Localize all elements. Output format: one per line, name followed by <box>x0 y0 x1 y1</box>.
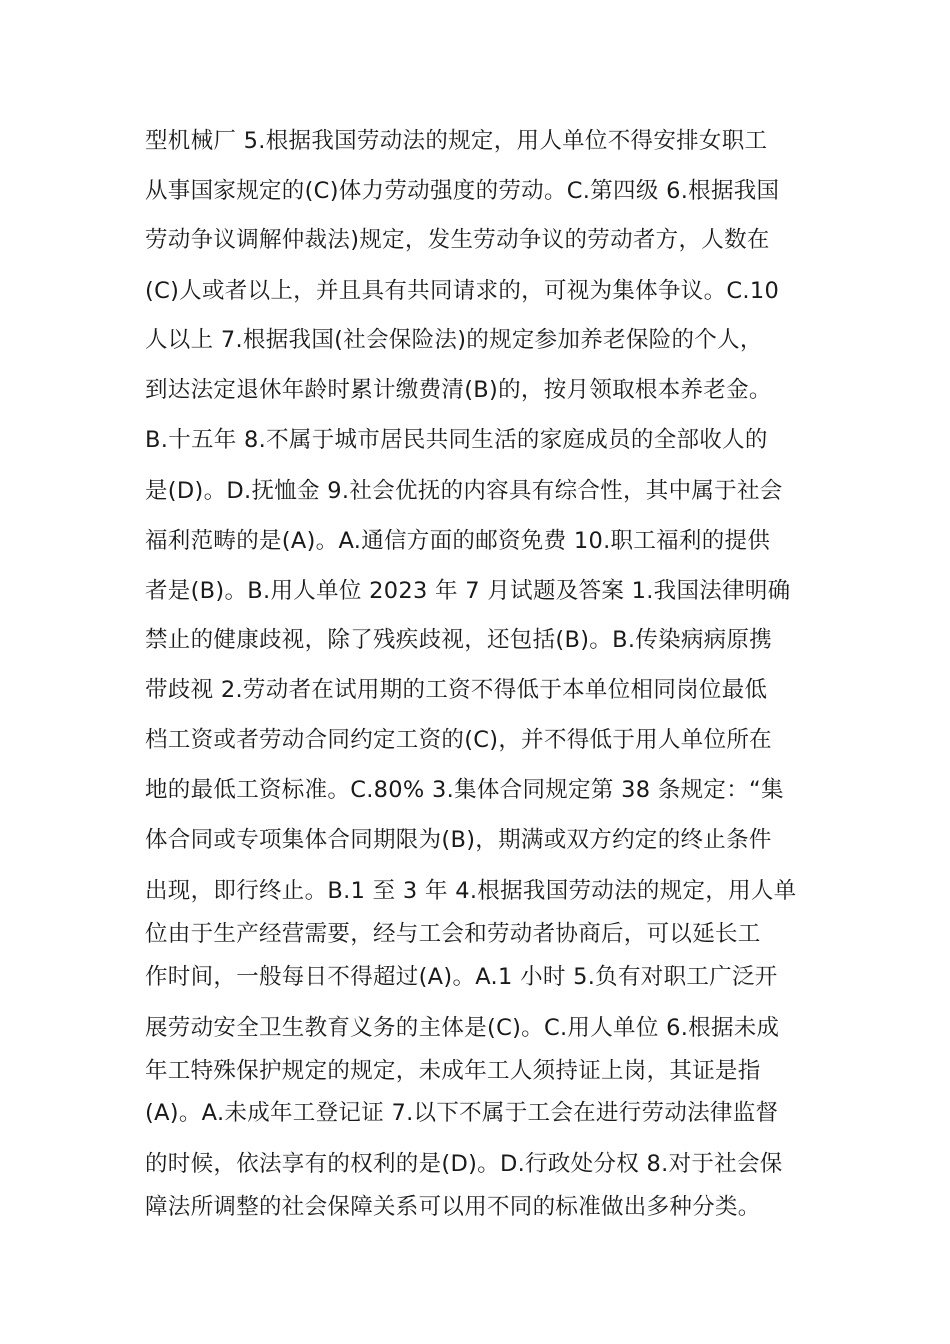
text-line: 年工特殊保护规定的规定，未成年工人须持证上岗，其证是指 <box>145 1058 761 1084</box>
text-line: 禁止的健康歧视，除了残疾歧视，还包括(B)。B.传染病病原携 <box>145 627 773 653</box>
text-line: 出现，即行终止。B.1 至 3 年 4.根据我国劳动法的规定，用人单 <box>145 878 797 904</box>
text-line: 到达法定退休年龄时累计缴费清(B)的，按月领取根本养老金。 <box>145 377 772 403</box>
text-line: 障法所调整的社会保障关系可以用不同的标准做出多种分类。 <box>145 1194 761 1220</box>
text-line: (C)人或者以上，并且具有共同请求的，可视为集体争议。C.10 <box>145 278 780 304</box>
text-line: 劳动争议调解仲裁法)规定，发生劳动争议的劳动者方，人数在 <box>145 227 770 253</box>
text-line: 的时候，依法享有的权利的是(D)。D.行政处分权 8.对于社会保 <box>145 1151 783 1177</box>
text-line: 作时间，一般每日不得超过(A)。A.1 小时 5.负有对职工广泛开 <box>145 964 778 990</box>
text-line: 体合同或专项集体合同期限为(B)，期满或双方约定的终止条件 <box>145 827 772 853</box>
text-line: 福利范畴的是(A)。A.通信方面的邮资免费 10.职工福利的提供 <box>145 528 771 554</box>
text-line: 者是(B)。B.用人单位 2023 年 7 月试题及答案 1.我国法律明确 <box>145 578 791 604</box>
text-line: 带歧视 2.劳动者在试用期的工资不得低于本单位相同岗位最低 <box>145 677 768 703</box>
text-line: 展劳动安全卫生教育义务的主体是(C)。C.用人单位 6.根据未成 <box>145 1015 780 1041</box>
text-line: 位由于生产经营需要，经与工会和劳动者协商后，可以延长工 <box>145 921 761 947</box>
text-line: (A)。A.未成年工登记证 7.以下不属于工会在进行劳动法律监督 <box>145 1100 779 1126</box>
text-line: 地的最低工资标准。C.80% 3.集体合同规定第 38 条规定：“集 <box>145 777 784 803</box>
text-line: 型机械厂 5.根据我国劳动法的规定，用人单位不得安排女职工 <box>145 128 768 154</box>
text-line: 是(D)。D.抚恤金 9.社会优抚的内容具有综合性，其中属于社会 <box>145 478 783 504</box>
text-line: 档工资或者劳动合同约定工资的(C)，并不得低于用人单位所在 <box>145 727 772 753</box>
text-line: B.十五年 8.不属于城市居民共同生活的家庭成员的全部收人的 <box>145 427 768 453</box>
text-line: 从事国家规定的(C)体力劳动强度的劳动。C.第四级 6.根据我国 <box>145 178 780 204</box>
text-line: 人以上 7.根据我国(社会保险法)的规定参加养老保险的个人， <box>145 327 763 353</box>
